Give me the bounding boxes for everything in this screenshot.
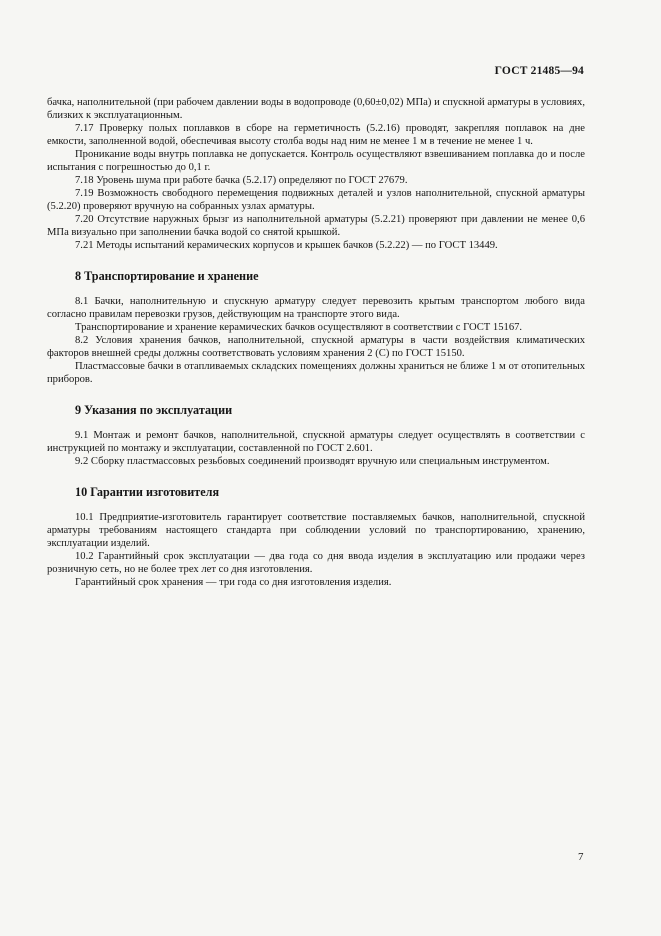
page-number: 7	[578, 851, 584, 863]
section-heading-8: 8 Транспортирование и хранение	[75, 269, 259, 283]
page-header: ГОСТ 21485—94	[494, 65, 584, 77]
paragraph: 9.2 Сборку пластмассовых резьбовых соединений производят вручную или специальным инструментом.	[75, 456, 550, 467]
section-heading-9: 9 Указания по эксплуатации	[75, 403, 233, 417]
paragraph: Пластмассовые бачки в отапливаемых складских помещениях должны храниться не ближе 1 м от отопительных приборов.	[47, 361, 585, 385]
section-heading-10: 10 Гарантии изготовителя	[75, 485, 220, 499]
paragraph: 8.1 Бачки, наполнительную и спускную арматуру следует перевозить крытым транспортом любого вида согласно правилам перевозки грузов, действующим на транспорте этого вида.	[47, 296, 585, 320]
paragraph: 7.19 Возможность свободного перемещения подвижных деталей и узлов наполнительной, спускной арматуры (5.2.20) проверяют вручную на собранных узлах арматуры.	[47, 188, 585, 212]
paragraph: 10.2 Гарантийный срок эксплуатации — два года со дня ввода изделия в эксплуатацию или продажи через розничную сеть, но не более трех лет со дня изготовления.	[47, 551, 585, 575]
paragraph: 7.17 Проверку полых поплавков в сборе на герметичность (5.2.16) проводят, закрепляя поплавок на дне емкости, заполненной водой, обеспечивая высоту столба воды над ним не менее 1 м в течение не менее 1 ч.	[47, 123, 585, 147]
paragraph: Гарантийный срок хранения — три года со дня изготовления изделия.	[75, 577, 392, 588]
paragraph: 7.18 Уровень шума при работе бачка (5.2.17) определяют по ГОСТ 27679.	[75, 175, 408, 186]
paragraph: 7.21 Методы испытаний керамических корпусов и крышек бачков (5.2.22) — по ГОСТ 13449.	[75, 240, 498, 251]
paragraph: бачка, наполнительной (при рабочем давлении воды в водопроводе (0,60±0,02) МПа) и спускной арматуры в условиях, близких к эксплуатационным.	[47, 97, 585, 121]
document-body	[47, 96, 585, 589]
paragraph: 7.20 Отсутствие наружных брызг из наполнительной арматуры (5.2.21) проверяют при давлении не менее 0,6 МПа визуально при заполнении бачка водой со снятой крышкой.	[47, 214, 585, 238]
paragraph: 10.1 Предприятие-изготовитель гарантирует соответствие поставляемых бачков, наполнительной, спускной арматуры требованиям настоящего стандарта при соблюдении условий по транспортированию, хранению, эксплуатации изделий.	[47, 512, 585, 549]
paragraph: Транспортирование и хранение керамических бачков осуществляют в соответствии с ГОСТ 15167.	[75, 322, 523, 333]
paragraph: 9.1 Монтаж и ремонт бачков, наполнительной, спускной арматуры следует осуществлять в соответствии с инструкцией по монтажу и эксплуатации, составленной по ГОСТ 2.601.	[47, 430, 585, 454]
paragraph: 8.2 Условия хранения бачков, наполнительной, спускной арматуры в части воздействия климатических факторов внешней среды должны соответствовать условиям хранения 2 (С) по ГОСТ 15150.	[47, 335, 585, 359]
paragraph: Проникание воды внутрь поплавка не допускается. Контроль осуществляют взвешиванием поплавка до и после испытания с погрешностью до 0,1 г.	[47, 149, 585, 173]
